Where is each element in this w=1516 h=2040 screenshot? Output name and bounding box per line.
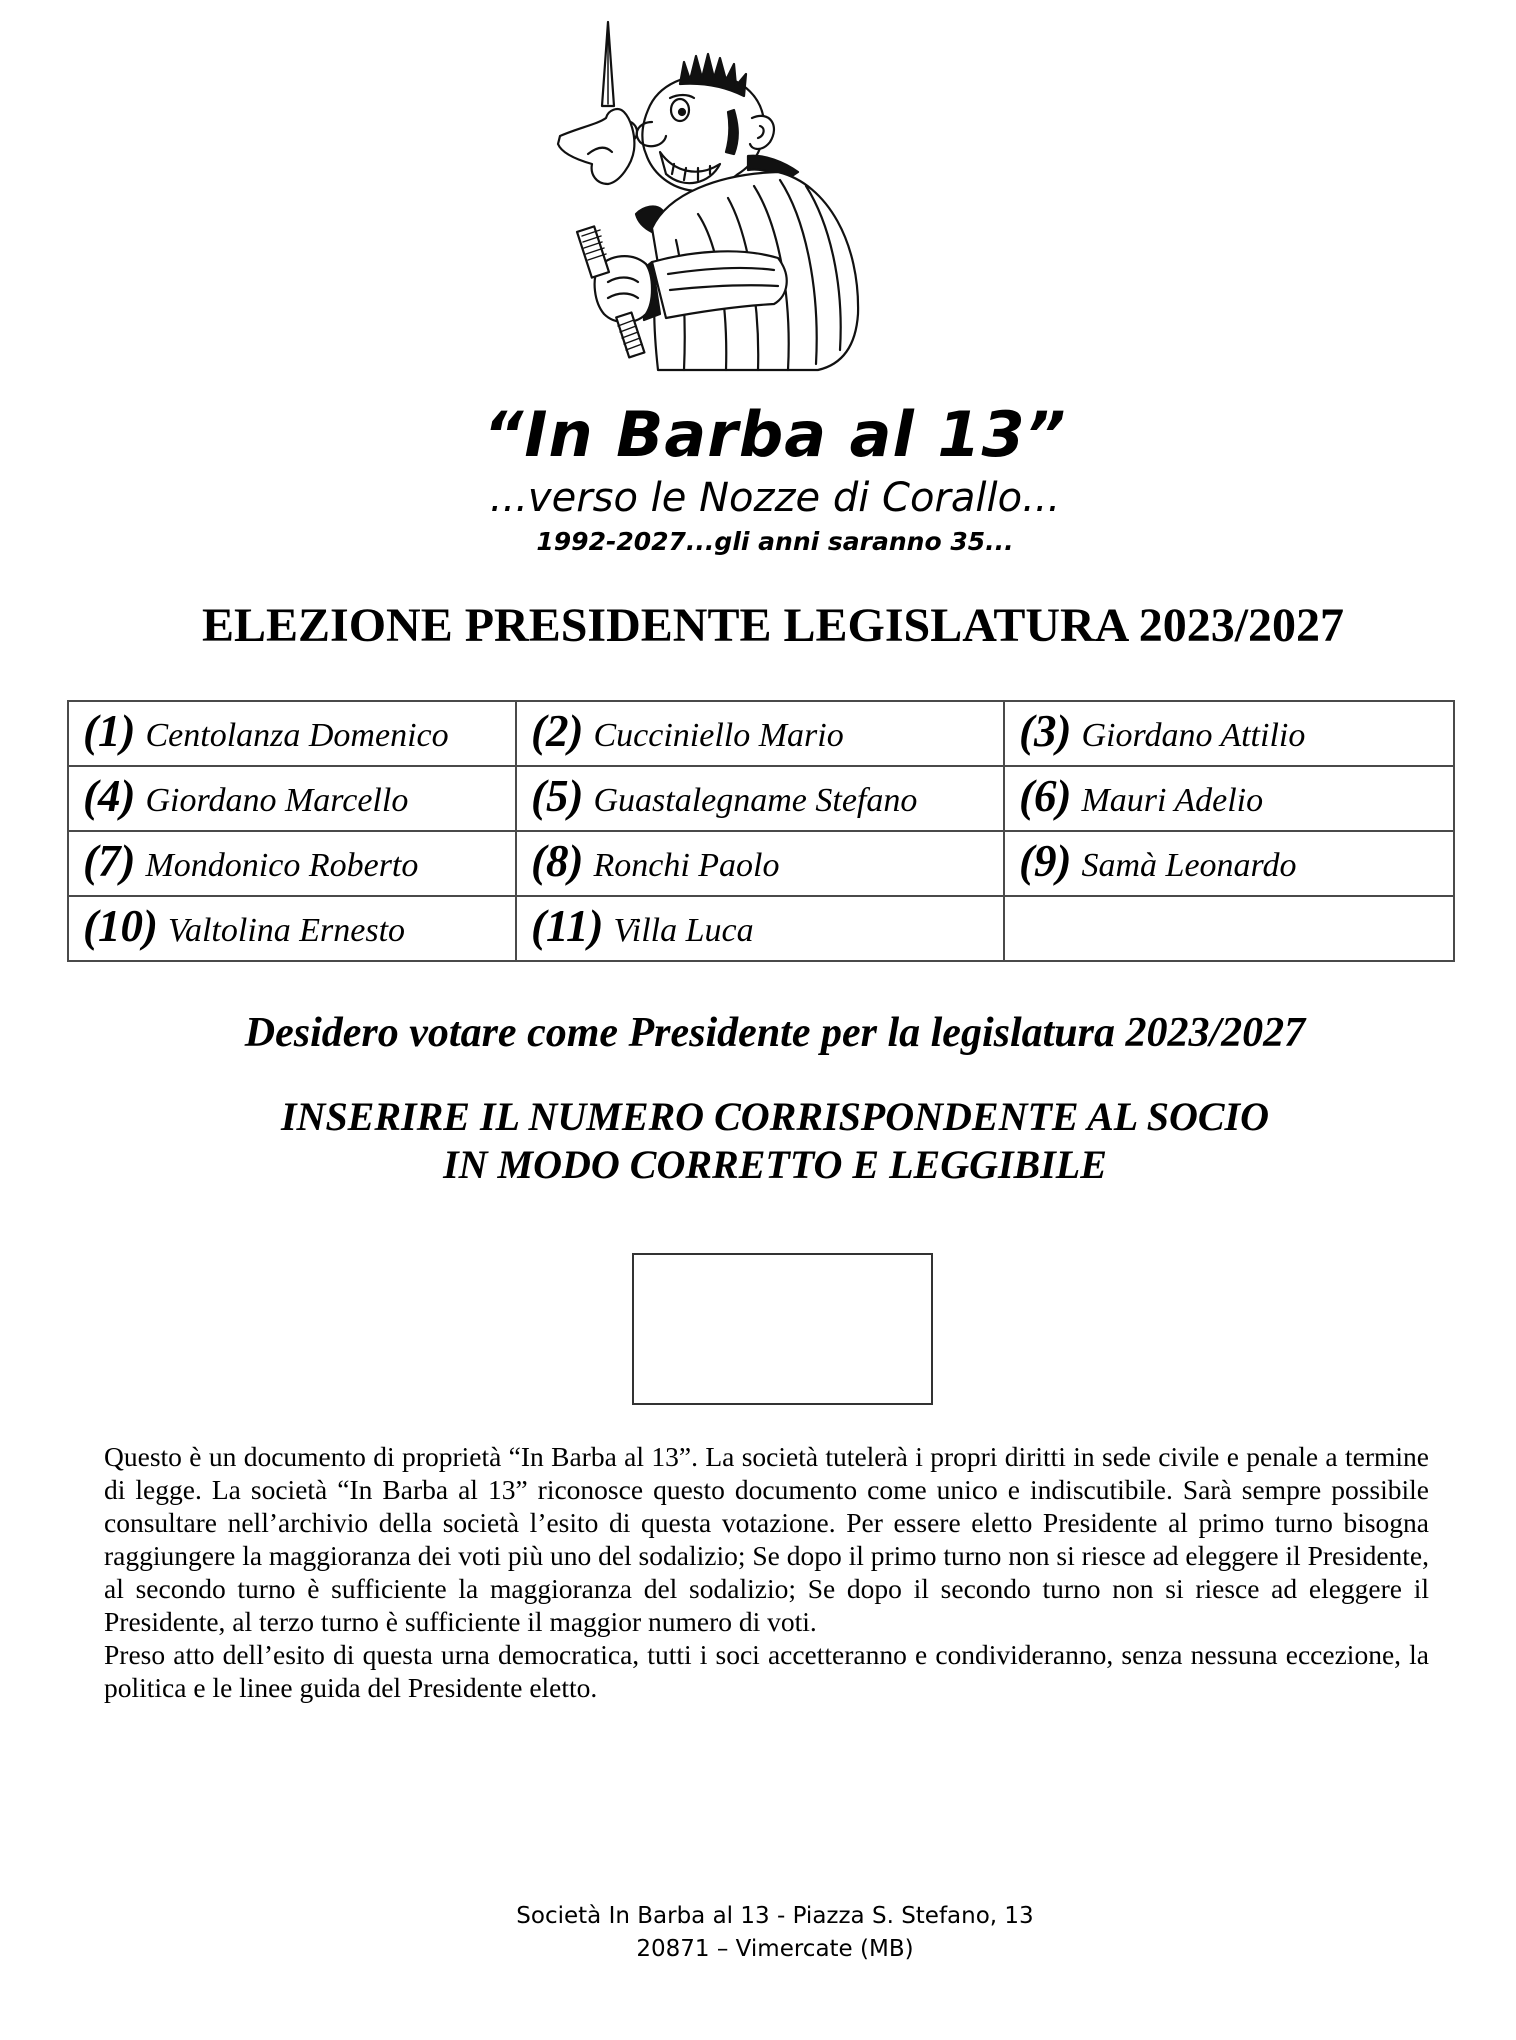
candidate-cell — [68, 896, 516, 961]
vote-number-box[interactable] — [632, 1253, 933, 1405]
legal-paragraph-2: Preso atto dell’esito di questa urna democratica, tutti i soci accetteranno e condivideranno, senza nessuna eccezione, la politica e le linee guida del Presidente eletto. — [104, 1639, 1429, 1703]
candidate-name: Giordano Attilio — [1081, 717, 1306, 754]
table-row — [68, 831, 1454, 896]
candidate-number: (8) — [531, 836, 584, 886]
candidate-cell — [1004, 831, 1454, 896]
candidate-number: (11) — [531, 901, 604, 951]
candidate-number: (1) — [83, 706, 136, 756]
candidate-name: Cucciniello Mario — [593, 717, 844, 754]
candidate-name: Guastalegname Stefano — [593, 782, 918, 819]
candidate-number: (6) — [1019, 771, 1072, 821]
footer-address-line-1: Società In Barba al 13 - Piazza S. Stefano, 13 — [516, 1903, 1034, 1929]
candidate-name: Valtolina Ernesto — [167, 912, 406, 949]
instruction-line-1: INSERIRE IL NUMERO CORRISPONDENTE AL SOCIO — [280, 1094, 1269, 1139]
legal-paragraph-1: Questo è un documento di proprietà “In Barba al 13”. La società tutelerà i propri diritti in sede civile e penale a termine di legge. La società “In Barba al 13” riconosce questo documento come unico e indiscutibile. Sarà sempre possibile consultare nell’archivio della società l’esito di questa votazione. Per essere eletto Presidente al primo turno bisogna raggiungere la maggioranza dei voti più uno del sodalizio; Se dopo il primo turno non si riesce ad eleggere il Presidente, al secondo turno è sufficiente la maggioranza del sodalizio; Se dopo il secondo turno non si riesce ad eleggere il Presidente, al terzo turno è sufficiente il maggior numero di voti. — [104, 1441, 1429, 1637]
candidate-number: (9) — [1019, 836, 1072, 886]
footer-address-line-2: 20871 – Vimercate (MB) — [636, 1936, 914, 1962]
table-row — [68, 766, 1454, 831]
candidate-cell — [1004, 766, 1454, 831]
empty-cell — [1004, 896, 1454, 961]
candidate-name: Ronchi Paolo — [593, 847, 780, 884]
candidates-table — [67, 700, 1455, 962]
barber-mascot-icon — [548, 14, 878, 376]
candidate-number: (2) — [531, 706, 584, 756]
candidate-name: Mondonico Roberto — [145, 847, 419, 884]
instruction-line-2: IN MODO CORRETTO E LEGGIBILE — [443, 1142, 1107, 1187]
candidate-cell — [1004, 701, 1454, 766]
candidate-name: Samà Leonardo — [1081, 847, 1297, 884]
candidate-name: Mauri Adelio — [1081, 782, 1264, 819]
candidate-name: Villa Luca — [613, 912, 754, 949]
candidate-cell — [516, 896, 1004, 961]
candidate-number: (10) — [83, 901, 158, 951]
candidate-cell — [516, 766, 1004, 831]
legal-notice — [104, 1440, 1429, 1704]
club-subtitle: ...verso le Nozze di Corallo... — [489, 475, 1061, 521]
vote-intent-heading: Desidero votare come Presidente per la legislatura 2023/2027 — [244, 1010, 1306, 1056]
candidate-cell — [68, 766, 516, 831]
candidate-cell — [68, 701, 516, 766]
candidate-cell — [516, 831, 1004, 896]
club-title: “In Barba al 13” — [483, 398, 1067, 471]
table-row — [68, 701, 1454, 766]
candidate-name: Giordano Marcello — [145, 782, 409, 819]
candidate-cell — [516, 701, 1004, 766]
table-row — [68, 896, 1454, 961]
candidate-cell — [68, 831, 516, 896]
candidate-number: (4) — [83, 771, 136, 821]
candidate-number: (7) — [83, 836, 136, 886]
candidate-name: Centolanza Domenico — [145, 717, 449, 754]
candidate-number: (3) — [1019, 706, 1072, 756]
candidate-number: (5) — [531, 771, 584, 821]
anniversary-line: 1992-2027...gli anni saranno 35... — [536, 527, 1014, 556]
election-title: ELEZIONE PRESIDENTE LEGISLATURA 2023/2027 — [201, 599, 1345, 652]
